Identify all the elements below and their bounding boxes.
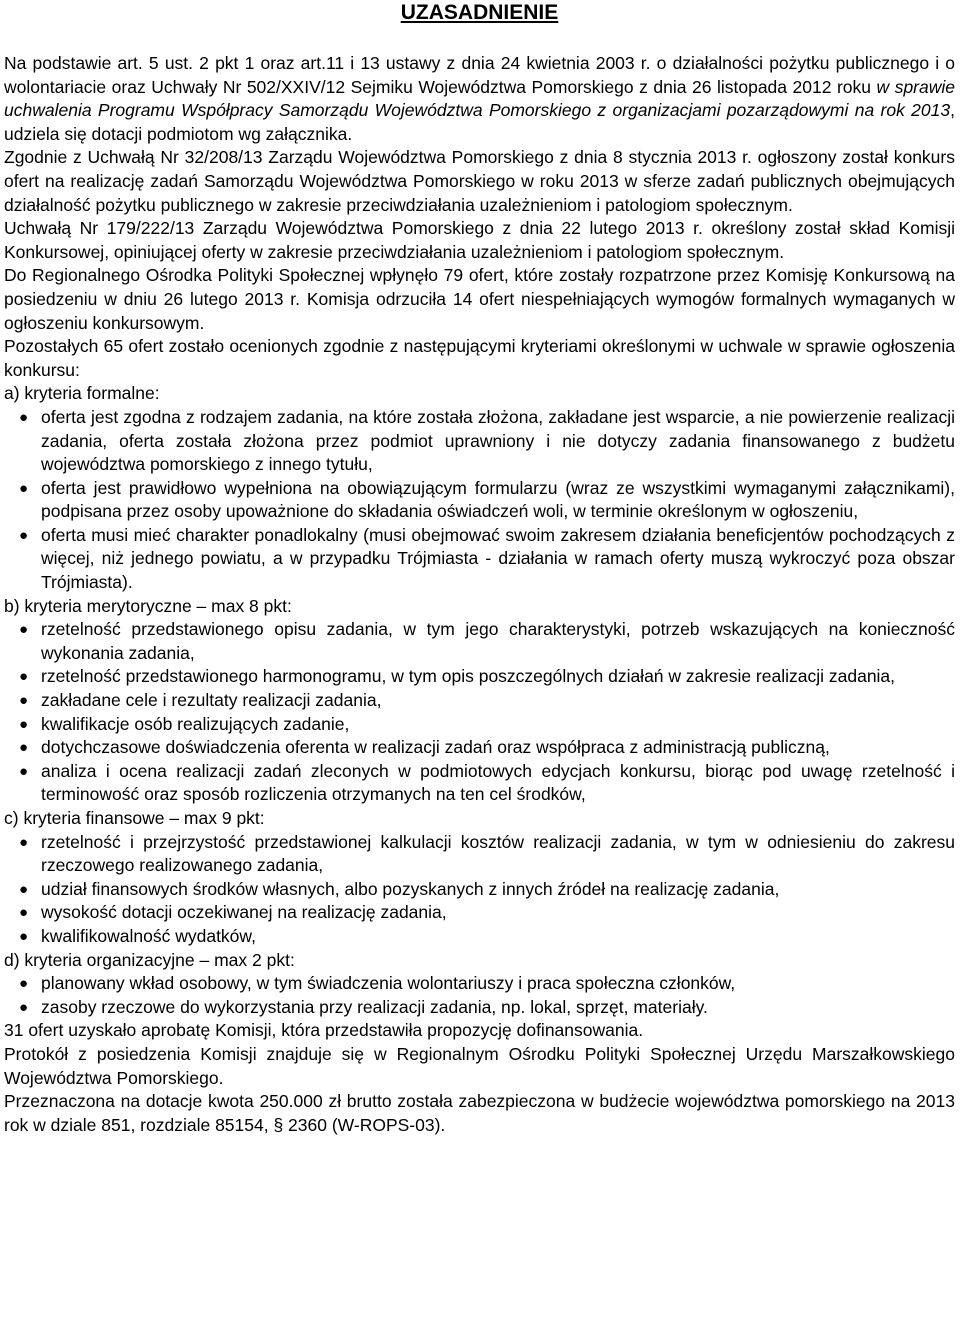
- list-item: ● rzetelność przedstawionego harmonogramu, w tym opis poszczególnych działań w zakresie realizacji zadania,: [4, 665, 955, 689]
- intro-text: Na podstawie art. 5 ust. 2 pkt 1 oraz art.11 i 13 ustawy z dnia 24 kwietnia 2003 r. o działalności pożytku publicznego i o wolontariacie oraz Uchwały Nr 502/XXIV/12 Sejmiku Województwa Pomorskiego z dnia 26 listopada 2012 roku: [4, 53, 955, 97]
- criteria-heading-formal: a) kryteria formalne:: [4, 383, 160, 404]
- paragraph: Pozostałych 65 ofert zostało ocenionych zgodnie z następującymi kryteriami określonymi w uchwale w sprawie ogłoszenia konkursu:: [4, 336, 955, 380]
- criteria-heading-substantive: b) kryteria merytoryczne – max 8 pkt:: [4, 595, 292, 616]
- closing-paragraph: 31 ofert uzyskało aprobatę Komisji, która przedstawiła propozycję dofinansowania.: [4, 1020, 644, 1041]
- list-item: ● rzetelność przedstawionego opisu zadania, w tym jego charakterystyki, potrzeb wskazujących na konieczność wykonania zadania,: [19, 619, 955, 663]
- bullet-icon: ●: [19, 526, 29, 544]
- intro-text-end: , udziela się dotacji podmiotom wg załącznika.: [4, 100, 955, 144]
- intro-italic-text: w sprawie uchwalenia Programu Współpracy Samorządu Województwa Pomorskiego z organizacjami pozarządowymi na rok 2013: [4, 76, 955, 121]
- list-item: ● oferta jest zgodna z rodzajem zadania, na które została złożona, zakładane jest wsparcie, a nie powierzenie realizacji zadania, oferta została złożona przez podmiot uprawniony i nie dotyczy zadania finansowanego z budżetu województwa pomorskiego z innego tytułu,: [19, 406, 955, 475]
- intro-paragraph: [4, 52, 955, 146]
- bullet-icon: ●: [19, 927, 29, 945]
- criteria-list-organizational: [4, 972, 955, 1019]
- list-item: ● planowany wkład osobowy, w tym świadczenia wolontariuszy i praca społeczna członków,: [4, 972, 955, 996]
- bullet-icon: ●: [19, 975, 29, 993]
- list-item: ● dotychczasowe doświadczenia oferenta w realizacji zadań oraz współpraca z administracją publiczną,: [4, 736, 955, 760]
- bullet-icon: ●: [19, 739, 29, 757]
- list-item: ● rzetelność i przejrzystość przedstawionej kalkulacji kosztów realizacji zadania, w tym w odniesieniu do zakresu rzeczowego realizowanego zadania,: [19, 831, 955, 876]
- paragraph: Zgodnie z Uchwałą Nr 32/208/13 Zarządu Województwa Pomorskiego z dnia 8 stycznia 2013 r. ogłoszony został konkurs ofert na realizację zadań Samorządu Województwa Pomorskiego w roku 2013 w sferze zadań publicznych obejmujących działalność pożytku publicznego w zakresie przeciwdziałania uzależnieniom i patologiom społecznym.: [4, 147, 955, 215]
- list-item: ● zasoby rzeczowe do wykorzystania przy realizacji zadania, np. lokal, sprzęt, materiały.: [4, 996, 955, 1020]
- bullet-icon: ●: [19, 668, 29, 686]
- bullet-icon: ●: [19, 692, 29, 710]
- list-item: ● oferta jest prawidłowo wypełniona na obowiązującym formularzu (wraz ze wszystkimi wymaganymi załącznikami), podpisana przez osoby upoważnione do składania oświadczeń woli, w terminie określonym w ogłoszeniu,: [19, 477, 955, 522]
- bullet-icon: ●: [19, 904, 29, 922]
- bullet-icon: ●: [19, 880, 29, 898]
- list-item: ● kwalifikowalność wydatków,: [4, 925, 955, 949]
- criteria-list-substantive: [4, 618, 955, 807]
- list-item: ● analiza i ocena realizacji zadań zleconych w podmiotowych edycjach konkursu, biorąc pod uwagę rzetelność i terminowość oraz sposób rozliczenia otrzymanych na ten cel środków,: [19, 760, 955, 805]
- paragraph: Do Regionalnego Ośrodka Polityki Społecznej wpłynęło 79 ofert, które zostały rozpatrzone przez Komisję Konkursową na posiedzeniu w dniu 26 lutego 2013 r. Komisja odrzuciła 14 ofert niespełniających wymogów formalnych wymaganych w ogłoszeniu konkursowym.: [4, 265, 955, 333]
- list-item: ● kwalifikacje osób realizujących zadanie,: [4, 713, 955, 737]
- closing-paragraph: Protokół z posiedzenia Komisji znajduje się w Regionalnym Ośrodku Polityki Społecznej Urzędu Marszałkowskiego Województwa Pomorskiego.: [4, 1043, 955, 1088]
- list-item: ● zakładane cele i rezultaty realizacji zadania,: [4, 689, 955, 713]
- criteria-heading-financial: c) kryteria finansowe – max 9 pkt:: [4, 808, 265, 828]
- bullet-icon: ●: [19, 408, 29, 426]
- criteria-list-financial: [4, 831, 955, 949]
- document-title: UZASADNIENIE: [400, 1, 559, 24]
- bullet-icon: ●: [19, 762, 29, 780]
- bullet-icon: ●: [19, 833, 29, 851]
- bullet-icon: ●: [19, 998, 29, 1016]
- list-item: ● oferta musi mieć charakter ponadlokalny (musi obejmować swoim zakresem działania beneficjentów pochodzących z więcej, niż jednego powiatu, a w przypadku Trójmiasta - działania w ramach oferty muszą wykroczyć poza obszar Trójmiasta).: [19, 524, 955, 593]
- paragraph: Uchwałą Nr 179/222/13 Zarządu Województwa Pomorskiego z dnia 22 lutego 2013 r. określony został skład Komisji Konkursowej, opiniującej oferty w zakresie przeciwdziałania uzależnieniom i patologiom społecznym.: [4, 218, 955, 262]
- list-item: ● udział finansowych środków własnych, albo pozyskanych z innych źródeł na realizację zadania,: [4, 878, 955, 902]
- criteria-heading-organizational: d) kryteria organizacyjne – max 2 pkt:: [4, 949, 295, 970]
- bullet-icon: ●: [19, 479, 29, 497]
- bullet-icon: ●: [19, 715, 29, 733]
- criteria-list-formal: [4, 406, 955, 595]
- bullet-icon: ●: [19, 621, 29, 639]
- closing-paragraph: Przeznaczona na dotacje kwota 250.000 zł brutto została zabezpieczona w budżecie województwa pomorskiego na 2013 rok w dziale 851, rozdziale 85154, § 2360 (W-ROPS-03).: [4, 1091, 955, 1135]
- list-item: ● wysokość dotacji oczekiwanej na realizację zadania,: [4, 901, 955, 925]
